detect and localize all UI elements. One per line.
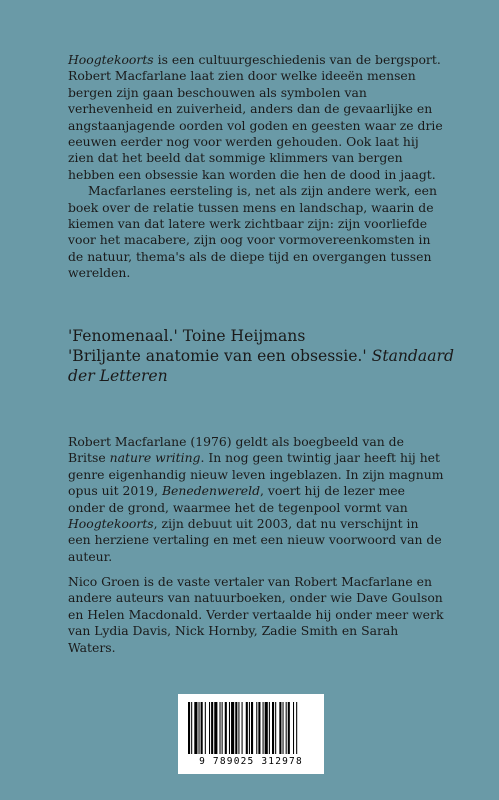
barcode-bar <box>251 702 253 754</box>
barcode-bar <box>238 702 239 754</box>
author-bio-italic-2: Benedenwereld <box>161 483 261 499</box>
barcode-bar <box>288 702 290 754</box>
isbn-number: 9 789025 312978 <box>199 756 303 767</box>
barcode-bar <box>231 702 234 754</box>
barcode-bar <box>235 702 237 754</box>
author-bio-text-1: Robert Macfarlane (1976) geldt als boegbeeld van de Britse <box>68 434 404 466</box>
barcode-bar <box>225 702 227 754</box>
barcode-bar <box>265 702 268 754</box>
barcode-bar <box>246 702 248 754</box>
intro-paragraph-1 <box>68 52 444 183</box>
quote-1: 'Fenomenaal.' Toine Heijmans <box>68 327 306 345</box>
barcode <box>178 694 324 774</box>
barcode-bar <box>256 702 257 754</box>
quote-2-source: Standaard der Letteren <box>68 347 454 385</box>
barcode-bar <box>279 702 281 754</box>
intro-paragraph-2: Macfarlanes eersteling is, net als zijn andere werk, een boek over de relatie tussen mens en landschap, waarin de kiemen van dat latere werk zichtbaar zijn: zijn voorliefde voor het macabere, zijn oog voor vormovereenkomsten in de natuur, thema's als de diepe tijd en overgangen tussen werelden. <box>68 183 437 281</box>
barcode-bar <box>209 702 210 754</box>
barcode-bar <box>272 702 274 754</box>
barcode-bar <box>229 702 230 754</box>
author-bio-text-3: , voert hij de lezer mee onder de grond, waarmee het de tegenpool vormt van <box>68 483 408 515</box>
barcode-bar <box>263 702 264 754</box>
barcode-bar <box>283 702 284 754</box>
barcode-bar <box>199 702 200 754</box>
barcode-bar <box>214 702 217 754</box>
barcode-bar <box>275 702 276 754</box>
barcode-bar <box>269 702 270 754</box>
barcode-bar <box>222 702 223 754</box>
author-bio-italic-3: Hoogtekoorts <box>68 516 154 532</box>
author-bio <box>68 434 444 565</box>
barcode-bar <box>258 702 260 754</box>
quote-2 <box>68 346 458 386</box>
press-quotes <box>68 326 458 386</box>
barcode-bar <box>242 702 243 754</box>
translator-bio: Nico Groen is de vaste vertaler van Robert Macfarlane en andere auteurs van natuurboeken, onder wie Dave Goulson en Helen Macdonald. Verder vertaalde hij onder meer werk van Lydia Davis, Nick Hornby, Zadie Smith en Sarah Waters. <box>68 574 444 655</box>
barcode-bar <box>191 702 192 754</box>
intro-paragraph-1-text: is een cultuurgeschiedenis van de bergsport. Robert Macfarlane laat zien door welke ideeën mensen bergen zijn gaan beschouwen als symbolen van verhevenheid en zuiverheid, anders dan de gevaarlijke en angstaanjagende oorden vol goden en geesten waar ze drie eeuwen eerder nog voor werden gehouden. Ook laat hij zien dat het beeld dat sommige klimmers van bergen hebben een obsessie kan worden die hen de dood in jaagt. <box>68 52 443 182</box>
barcode-bar <box>194 702 197 754</box>
author-bio-text-4: , zijn debuut uit 2003, dat nu verschijnt in een herziene vertaling en met een nieuw voorwoord van de auteur. <box>68 516 442 564</box>
author-bio-italic-1: nature writing <box>109 450 201 466</box>
barcode-bar <box>249 702 250 754</box>
quote-2-text: 'Briljante anatomie van een obsessie.' <box>68 347 372 365</box>
barcode-bar <box>286 702 287 754</box>
barcode-bar <box>201 702 203 754</box>
barcode-bar <box>211 702 213 754</box>
barcode-bar <box>220 702 221 754</box>
author-bio-text-2: . In nog geen twintig jaar heeft hij het genre eigenhandig nieuw leven ingeblazen. In zijn magnum opus uit 2019, <box>68 450 444 499</box>
barcode-bar <box>188 702 190 754</box>
book-title-italic: Hoogtekoorts <box>68 52 154 67</box>
barcode-bar <box>205 702 206 754</box>
intro-text <box>68 52 444 282</box>
barcode-bar <box>293 702 294 754</box>
barcode-bar <box>296 702 297 754</box>
